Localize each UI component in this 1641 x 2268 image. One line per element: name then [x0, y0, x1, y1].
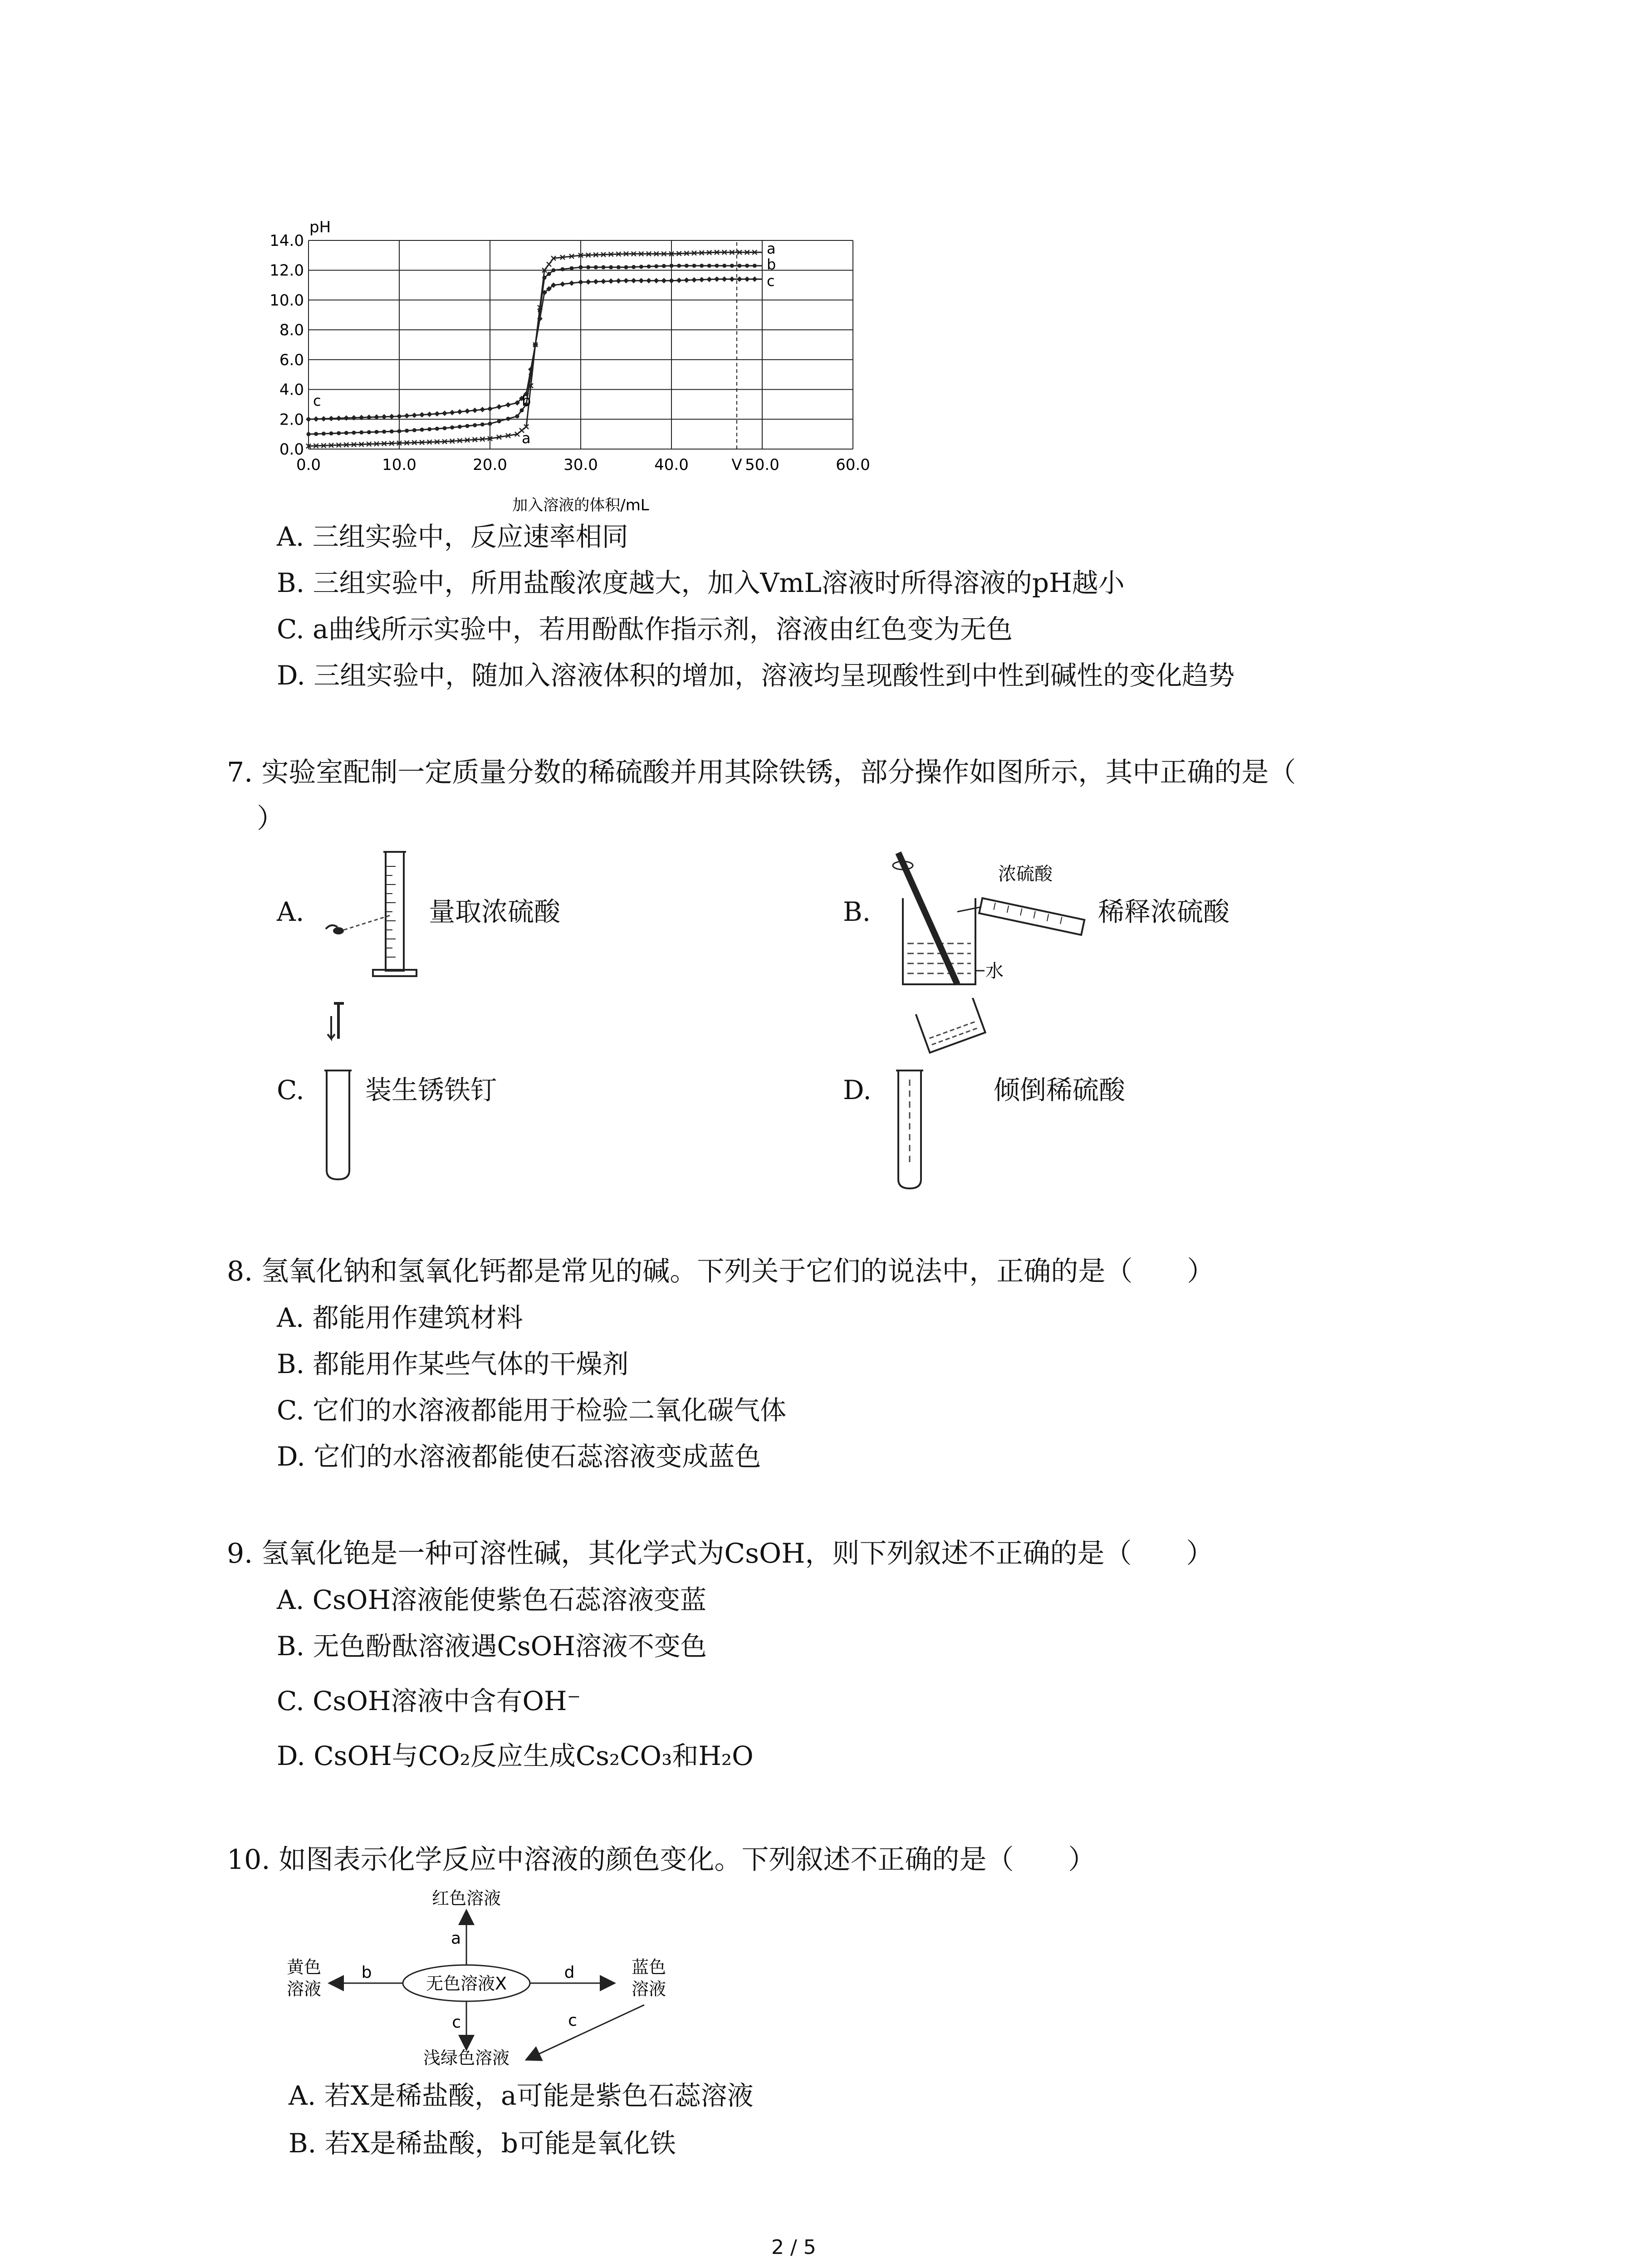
series-point-b: [352, 430, 356, 435]
series-point-b: [337, 431, 341, 435]
series-point-c: [729, 276, 735, 282]
series-point-b: [390, 430, 394, 434]
center-node: 无色溶液X: [426, 1974, 507, 1994]
series-point-c: [654, 278, 659, 284]
curve-label-right: c: [767, 272, 775, 290]
top-node: 红色溶液: [431, 1888, 501, 1908]
color-change-diagram: [272, 1882, 817, 2073]
series-point-b: [473, 423, 477, 427]
series-point-c: [669, 278, 674, 284]
series-point-c: [608, 279, 614, 284]
series-point-b: [609, 265, 613, 269]
x-tick-label: 10.0: [382, 456, 416, 474]
series-point-c: [646, 278, 652, 284]
series-point-b: [322, 432, 326, 436]
series-point-c: [328, 416, 334, 421]
series-point-c: [593, 279, 598, 284]
series-point-b: [677, 264, 681, 268]
q8-option-d: D. 它们的水溶液都能使石蕊溶液变成蓝色: [277, 1441, 761, 1472]
q6-option-b: B. 三组实验中，所用盐酸浓度越大，加入VmL溶液时所得溶液的pH越小: [277, 567, 1125, 598]
series-point-b: [670, 264, 674, 268]
series-point-b: [344, 431, 348, 435]
curve-label-left: b: [522, 392, 531, 410]
y-tick-label: 4.0: [279, 381, 304, 399]
x-axis-title: 加入溶液的体积/mL: [512, 496, 649, 513]
series-point-c: [306, 416, 311, 422]
q10-option-b: B. 若X是稀盐酸，b可能是氧化铁: [289, 2128, 676, 2159]
series-point-c: [314, 416, 319, 422]
series-point-c: [382, 414, 387, 420]
y-tick-label: 14.0: [269, 232, 304, 250]
test-tube-nail-figure: [318, 998, 363, 1188]
pouring-figure: [889, 998, 989, 1198]
series-point-b: [715, 264, 719, 268]
q10-stem: 10. 如图表示化学反应中溶液的颜色变化。下列叙述不正确的是（ ）: [227, 1844, 1096, 1876]
y-tick-label: 6.0: [279, 351, 304, 369]
series-point-b: [685, 264, 689, 268]
q7-option-a-letter: A.: [277, 896, 304, 927]
series-point-c: [661, 278, 666, 284]
series-point-b: [359, 430, 363, 435]
series-point-c: [578, 279, 583, 285]
series-point-b: [753, 264, 757, 268]
series-point-b: [639, 265, 643, 269]
series-point-c: [745, 276, 750, 282]
edge-c-label: c: [452, 2013, 461, 2032]
series-point-c: [601, 279, 606, 284]
series-point-c: [505, 402, 511, 408]
curve-label-right: b: [767, 255, 776, 273]
series-point-c: [706, 277, 712, 282]
edge-d-label: d: [564, 1963, 575, 1982]
q7-option-d-letter: D.: [843, 1075, 872, 1105]
series-point-c: [487, 406, 493, 411]
series-point-b: [405, 429, 409, 433]
series-point-c: [411, 413, 417, 418]
x-tick-label: 30.0: [563, 456, 598, 474]
series-point-c: [480, 407, 485, 412]
series-point-b: [314, 432, 318, 436]
series-point-b: [488, 422, 492, 426]
y-tick-labels: [269, 232, 304, 459]
series-point-c: [450, 410, 455, 415]
q7-stem-cont: ）: [257, 803, 284, 835]
series-point-b: [624, 265, 628, 269]
water-label: 水: [985, 961, 1004, 982]
series-point-b: [543, 276, 547, 280]
series-point-c: [560, 281, 565, 287]
series-point-b: [594, 265, 598, 269]
series-point-b: [427, 427, 431, 431]
series-point-b: [617, 265, 621, 269]
q9-option-c: C. CsOH溶液中含有OH⁻: [277, 1686, 581, 1716]
series-point-c: [752, 276, 757, 282]
series-point-b: [375, 430, 379, 434]
series-point-c: [472, 408, 478, 413]
series-point-b: [707, 264, 711, 268]
dilution-figure: [889, 848, 1098, 993]
x-tick-label: 60.0: [836, 456, 870, 474]
series-point-b: [465, 424, 470, 428]
q8-option-b: B. 都能用作某些气体的干燥剂: [277, 1349, 629, 1379]
series-point-b: [722, 264, 726, 268]
q7-option-c-caption: 装生锈铁钉: [365, 1075, 497, 1105]
series-point-c: [434, 411, 440, 416]
bottom-node: 浅绿色溶液: [423, 2048, 510, 2068]
series-point-b: [662, 264, 666, 268]
curve-label-right: a: [767, 240, 776, 257]
q7-stem: 7. 实验室配制一定质量分数的稀硫酸并用其除铁锈，部分操作如图所示，其中正确的是（: [227, 757, 1296, 788]
series-point-c: [442, 411, 447, 416]
series-point-b: [579, 265, 583, 269]
series-point-b: [420, 428, 424, 432]
q7-option-a-caption: 量取浓硫酸: [429, 896, 561, 927]
series-point-b: [412, 428, 416, 432]
q7-option-b-letter: B.: [843, 896, 871, 927]
series-point-b: [602, 265, 606, 269]
right-node-line1: 蓝色: [631, 1957, 666, 1977]
curve-label-left: a: [522, 430, 531, 447]
x-tick-labels: [296, 456, 870, 474]
series-point-b: [515, 414, 519, 418]
series-point-c: [616, 278, 621, 284]
series-point-c: [336, 415, 342, 421]
series-point-b: [397, 429, 402, 433]
edge-c2-label: c: [568, 2011, 577, 2030]
series-point-b: [458, 425, 462, 429]
series-point-c: [631, 278, 637, 284]
series-point-c: [321, 416, 326, 421]
series-point-b: [730, 264, 734, 268]
series-point-c: [343, 415, 349, 421]
y-tick-label: 8.0: [279, 321, 304, 340]
q8-option-a: A. 都能用作建筑材料: [277, 1302, 523, 1333]
series-point-b: [367, 430, 371, 434]
edge-b-label: b: [361, 1963, 372, 1982]
series-point-c: [397, 414, 402, 419]
q7-option-c-letter: C.: [277, 1075, 304, 1105]
chart-series: [306, 240, 776, 448]
q6-option-d: D. 三组实验中，随加入溶液体积的增加，溶液均呈现酸性到中性到碱性的变化趋势: [277, 660, 1235, 691]
series-point-b: [443, 426, 447, 430]
series-point-b: [586, 265, 590, 269]
q8-option-c: C. 它们的水溶液都能用于检验二氧化碳气体: [277, 1395, 787, 1426]
q9-stem: 9. 氢氧化铯是一种可溶性碱，其化学式为CsOH，则下列叙述不正确的是（ ）: [227, 1538, 1214, 1569]
series-point-b: [654, 264, 658, 268]
series-point-b: [547, 272, 551, 276]
series-point-c: [427, 411, 432, 417]
acid-label: 浓硫酸: [998, 864, 1053, 885]
x-tick-label: 20.0: [473, 456, 507, 474]
series-point-b: [450, 425, 454, 430]
x-tick-label: 0.0: [296, 456, 321, 474]
y-tick-label: 12.0: [269, 261, 304, 280]
series-point-c: [496, 404, 502, 410]
series-point-c: [569, 280, 574, 286]
q9-option-d: D. CsOH与CO₂反应生成Cs₂CO₃和H₂O: [277, 1740, 754, 1771]
series-point-c: [419, 412, 425, 417]
y-axis-title: pH: [309, 218, 331, 236]
series-point-b: [738, 264, 742, 268]
series-point-b: [435, 427, 439, 431]
series-point-c: [457, 409, 462, 415]
y-tick-label: 2.0: [279, 411, 304, 429]
series-point-b: [745, 264, 749, 268]
left-node-line1: 黄色: [286, 1957, 322, 1977]
series-point-c: [737, 276, 742, 282]
graduated-cylinder-figure: [318, 848, 426, 984]
q10-option-a: A. 若X是稀盐酸，a可能是紫色石蕊溶液: [289, 2080, 754, 2111]
y-tick-label: 0.0: [279, 440, 304, 459]
ph-chart: [254, 213, 880, 513]
right-node-line2: 溶液: [631, 1979, 666, 1999]
series-point-c: [404, 413, 410, 419]
series-point-c: [684, 278, 689, 283]
series-point-b: [506, 417, 510, 421]
x-tick-label: 50.0: [745, 456, 779, 474]
q7-option-b-caption: 稀释浓硫酸: [1098, 896, 1230, 927]
left-node-line2: 溶液: [286, 1979, 322, 1999]
series-point-c: [676, 278, 682, 283]
curve-label-left: c: [313, 392, 321, 410]
series-point-b: [647, 264, 651, 269]
q7-option-d-caption: 倾倒稀硫酸: [994, 1075, 1126, 1105]
y-tick-label: 10.0: [269, 291, 304, 310]
series-point-c: [465, 408, 470, 414]
series-point-a: [547, 262, 551, 267]
series-point-b: [307, 432, 311, 436]
page-number: 2 / 5: [771, 2236, 816, 2259]
q9-option-a: A. CsOH溶液能使紫色石蕊溶液变蓝: [277, 1584, 707, 1615]
series-point-b: [632, 265, 636, 269]
series-point-b: [552, 268, 556, 272]
series-point-c: [714, 276, 720, 282]
series-point-b: [497, 419, 501, 423]
series-point-c: [623, 278, 629, 284]
x-tick-label: V: [731, 456, 742, 474]
series-point-b: [570, 266, 574, 270]
series-point-b: [329, 431, 333, 435]
x-tick-label: 40.0: [654, 456, 689, 474]
series-point-c: [389, 414, 394, 419]
series-point-b: [700, 264, 704, 268]
series-point-c: [586, 279, 591, 284]
edge-a-label: a: [451, 1929, 461, 1948]
series-point-b: [692, 264, 696, 268]
q9-option-b: B. 无色酚酞溶液遇CsOH溶液不变色: [277, 1631, 707, 1662]
series-point-c: [722, 276, 727, 282]
series-point-c: [691, 277, 697, 283]
q8-stem: 8. 氢氧化钠和氢氧化钙都是常见的碱。下列关于它们的说法中，正确的是（ ）: [227, 1256, 1215, 1287]
q6-option-c: C. a曲线所示实验中，若用酚酞作指示剂，溶液由红色变为无色: [277, 614, 1013, 645]
series-point-b: [480, 422, 485, 426]
series-point-c: [638, 278, 644, 284]
series-point-b: [382, 430, 386, 434]
series-point-b: [561, 267, 565, 271]
series-point-c: [699, 277, 705, 283]
q6-option-a: A. 三组实验中，反应速率相同: [277, 521, 628, 552]
